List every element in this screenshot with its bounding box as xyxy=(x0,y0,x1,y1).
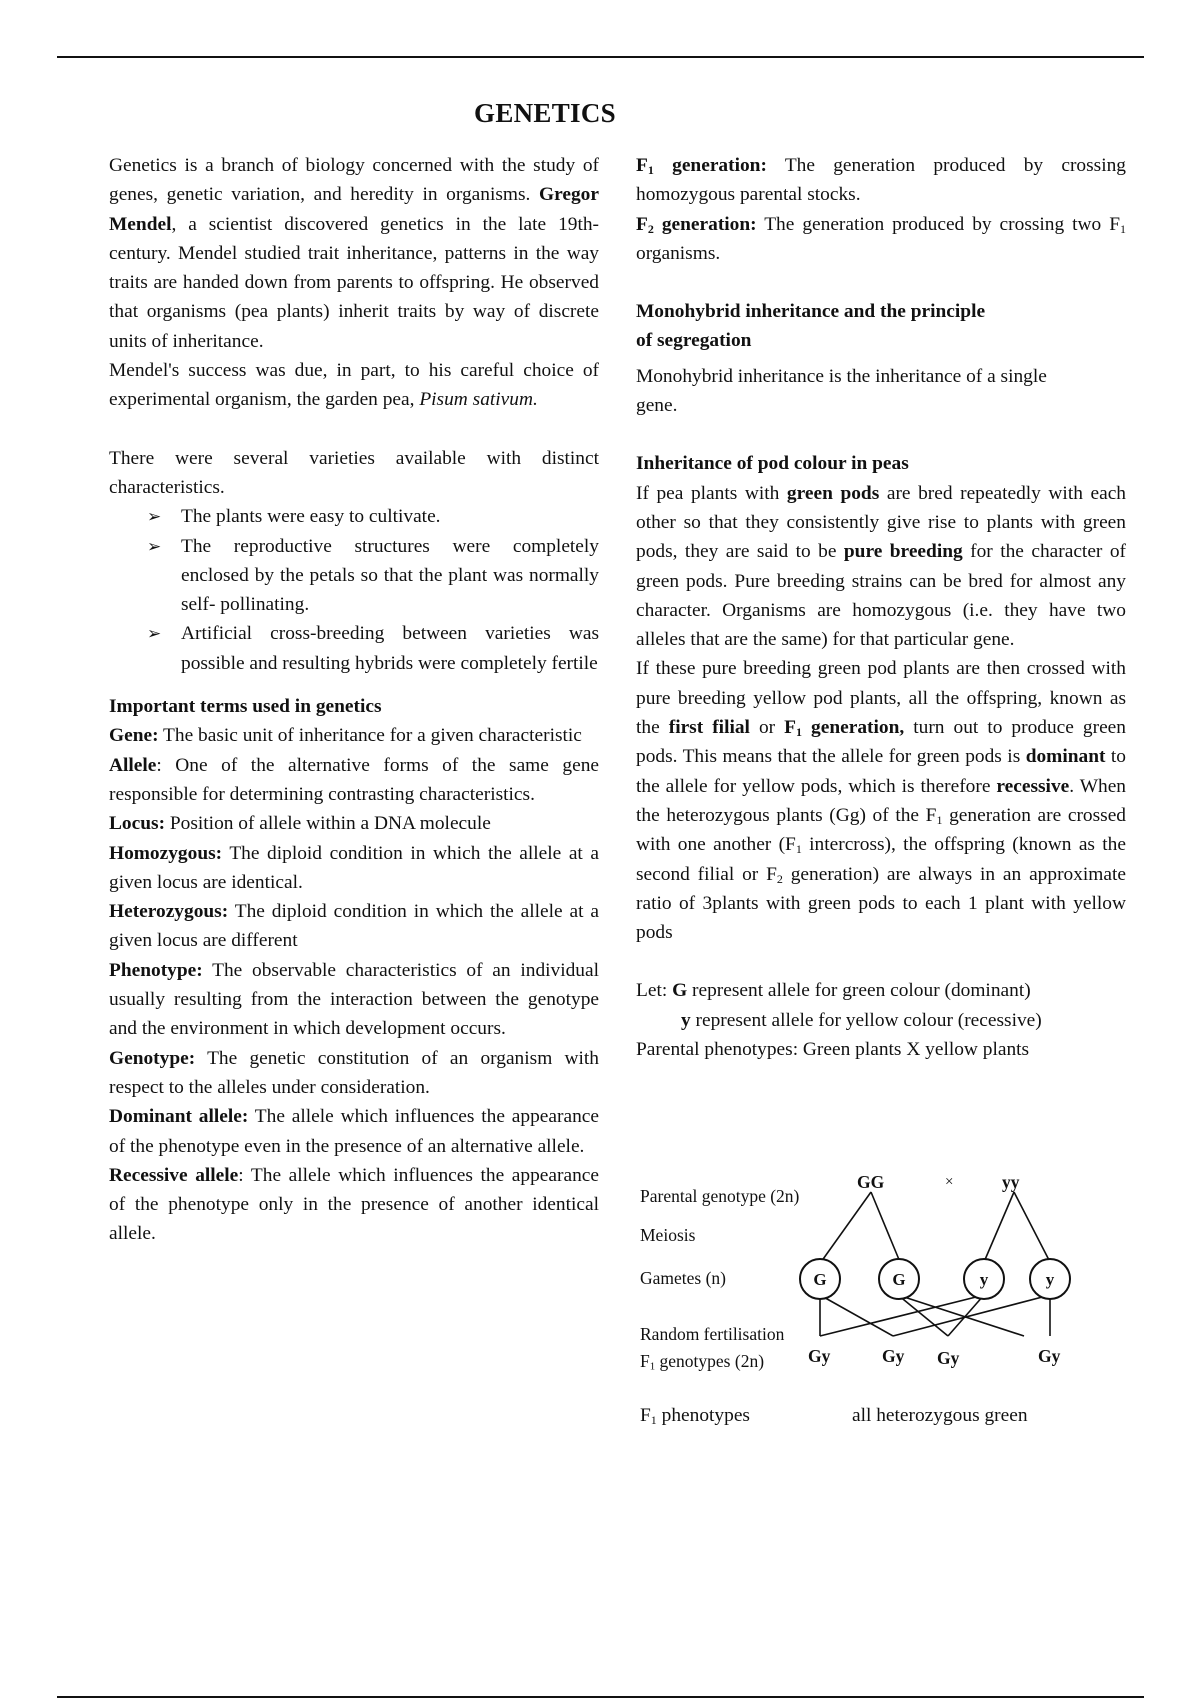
row-label-parental: Parental genotype (2n) xyxy=(640,1186,800,1206)
monohybrid-heading xyxy=(636,297,1126,356)
term-name: Genotype: xyxy=(109,1047,196,1069)
genetic-cross-diagram xyxy=(636,1170,1156,1427)
term-definition: The genetic constitution of an organism with respect to the alleles under consideration. xyxy=(109,1047,599,1098)
row-label-meiosis: Meiosis xyxy=(640,1225,696,1245)
arrow-bullet-icon: ➢ xyxy=(147,624,162,644)
fertilisation-line xyxy=(948,1295,984,1336)
row-label-gametes: Gametes (n) xyxy=(640,1268,727,1288)
term-entry xyxy=(109,1102,599,1161)
let-line-2: y represent allele for yellow colour (recessive) xyxy=(681,1009,1042,1031)
pod-paragraph-1: If pea plants with green pods are bred repeatedly with each other so that they consistently give rise to plants with green pods, they are said to be pure breeding for the character of green pods. Pure breeding strains can be bred for almost any character. Organisms are homozygous (i.e. they have two alleles that are the same) for that particular gene. xyxy=(636,482,1126,651)
row-label-fertilisation: Random fertilisation xyxy=(640,1324,785,1344)
meiosis-line xyxy=(821,1192,871,1262)
term-entry xyxy=(109,839,599,898)
offspring-genotype: Gy xyxy=(808,1346,831,1366)
term-definition: The diploid condition in which the allele at a given locus are different xyxy=(109,901,599,952)
top-rule xyxy=(57,56,1144,58)
term-name: Heterozygous: xyxy=(109,901,229,923)
term-definition: The observable characteristics of an individual usually resulting from the interaction between the genotype and the environment in which development occurs. xyxy=(109,959,599,1040)
term-entry xyxy=(109,897,599,956)
intro-paragraph xyxy=(109,151,599,356)
pod-colour-heading-text: Inheritance of pod colour in peas xyxy=(636,453,909,475)
term-entry xyxy=(109,809,599,838)
gamete-circle: y xyxy=(963,1258,1005,1300)
term-entry xyxy=(109,751,599,810)
offspring-genotype: Gy xyxy=(937,1348,960,1368)
pod-colour-heading xyxy=(636,449,1126,478)
term-name: Locus: xyxy=(109,813,166,835)
f1-phenotypes-value: all heterozygous green xyxy=(852,1405,1028,1426)
fertilisation-line xyxy=(820,1295,893,1336)
term-name: Recessive allele xyxy=(109,1164,239,1186)
monohybrid-heading-line-2: of segregation xyxy=(636,330,752,352)
list-item-text: The plants were easy to cultivate. xyxy=(181,506,441,528)
meiosis-line xyxy=(984,1192,1014,1262)
offspring-genotype: Gy xyxy=(882,1346,905,1366)
page-title: GENETICS xyxy=(474,98,616,128)
f1-definition xyxy=(636,151,1126,210)
term-definition: The diploid condition in which the allele at a given locus are identical. xyxy=(109,842,599,893)
term-definition: : One of the alternative forms of the same gene responsible for determining contrasting characteristics. xyxy=(109,754,599,805)
terms-heading xyxy=(109,692,599,721)
varieties-paragraph: There were several varieties available with distinct characteristics. xyxy=(109,447,599,498)
term-definition: The allele which influences the appearance of the phenotype even in the presence of an alternative allele. xyxy=(109,1106,599,1157)
list-item xyxy=(147,619,599,678)
meiosis-line xyxy=(1014,1192,1050,1262)
right-column xyxy=(636,151,1126,1064)
term-definition: The basic unit of inheritance for a given characteristic xyxy=(158,725,582,747)
f1-term: $F_1$ generation: xyxy=(636,155,767,177)
meiosis-line xyxy=(871,1192,900,1262)
row-label-f1-genotypes: $F_1$ genotypes (2n) xyxy=(640,1351,765,1373)
list-item xyxy=(147,502,599,531)
monohybrid-definition: Monohybrid inheritance is the inheritance of a single gene. xyxy=(636,365,1047,417)
term-entry xyxy=(109,1161,599,1249)
left-column xyxy=(109,151,599,1249)
intro-text-2: , a scientist discovered genetics in the late 19th-century. Mendel studied trait inheritance, patterns in the way traits are handed down from parents to offspring. He observed that organisms (pea plants) inherit traits by way of discrete units of inheritance. xyxy=(109,213,599,352)
success-paragraph xyxy=(109,356,599,415)
offspring-genotype: Gy xyxy=(1038,1346,1061,1366)
species-name: Pisum sativum. xyxy=(419,389,538,411)
mendel-name: Gregor Mendel xyxy=(109,184,599,235)
term-name: Phenotype: xyxy=(109,959,203,981)
f1-phenotypes-label: $F_1$ phenotypes xyxy=(640,1405,750,1427)
fertilisation-line xyxy=(898,1295,948,1336)
success-text: Mendel's success was due, in part, to his careful choice of experimental organism, the garden pea, xyxy=(109,360,599,411)
list-item-text: The reproductive structures were completely enclosed by the petals so that the plant was normally self- pollinating. xyxy=(181,535,599,616)
gamete-circle: G xyxy=(878,1258,920,1300)
list-item xyxy=(147,532,599,620)
term-entry xyxy=(109,721,599,750)
term-definition: : The allele which influences the appearance of the phenotype only in the presence of another identical allele. xyxy=(109,1164,599,1245)
term-name: Gene: xyxy=(109,725,159,747)
cross-symbol: × xyxy=(945,1174,954,1190)
terms-list xyxy=(109,721,599,1248)
gamete-circle: G xyxy=(799,1258,841,1300)
intro-text: Genetics is a branch of biology concerned with the study of genes, genetic variation, and heredity in organisms. xyxy=(109,155,599,206)
parental-phenotypes: Parental phenotypes: Green plants X yellow plants xyxy=(636,1039,1030,1061)
arrow-bullet-icon: ➢ xyxy=(147,507,162,527)
parent-genotype-gg: GG xyxy=(857,1172,885,1192)
gamete-circle: y xyxy=(1029,1258,1071,1300)
characteristics-list xyxy=(109,502,599,678)
parent-genotype-yy: yy xyxy=(1002,1172,1020,1192)
let-line-1: Let: G represent allele for green colour (dominant) xyxy=(636,980,1031,1002)
term-entry xyxy=(109,1044,599,1103)
f1-def-text: The generation produced by crossing homozygous parental stocks. xyxy=(636,155,1126,206)
pod-paragraph-2: If these pure breeding green pod plants are then crossed with pure breeding yellow pod plants, all the offspring, known as the first filial or $F_1$ generation, turn out to produce green pods. This means that the allele for green pods is dominant to the allele for yellow pods, which is therefore recessive. When the heterozygous plants (Gg) of the $F_1$ generation are crossed with one another ($F_1$ intercross), the offspring (known as the second filial or $F_2$ generation) are always in an approximate ratio of 3plants with green pods to each 1 plant with yellow pods xyxy=(636,658,1127,944)
term-definition: Position of allele within a DNA molecule xyxy=(165,813,491,835)
bottom-rule xyxy=(57,1696,1144,1698)
f2-def-text: The generation produced by crossing two F xyxy=(756,213,1120,235)
term-name: Homozygous: xyxy=(109,842,223,864)
terms-heading-text: Important terms used in genetics xyxy=(109,696,382,718)
f2-definition: $F_2$ generation: The generation produced by crossing two $F_1$ organisms. xyxy=(636,213,1126,264)
f2-term: $F_2$ generation: xyxy=(636,213,757,236)
list-item-text: Artificial cross-breeding between varieties was possible and resulting hybrids were completely fertile xyxy=(181,623,599,674)
term-entry xyxy=(109,956,599,1044)
term-name: Allele xyxy=(109,754,157,776)
monohybrid-heading-line-1: Monohybrid inheritance and the principle xyxy=(636,301,986,323)
arrow-bullet-icon: ➢ xyxy=(147,536,162,556)
term-name: Dominant allele: xyxy=(109,1106,249,1128)
